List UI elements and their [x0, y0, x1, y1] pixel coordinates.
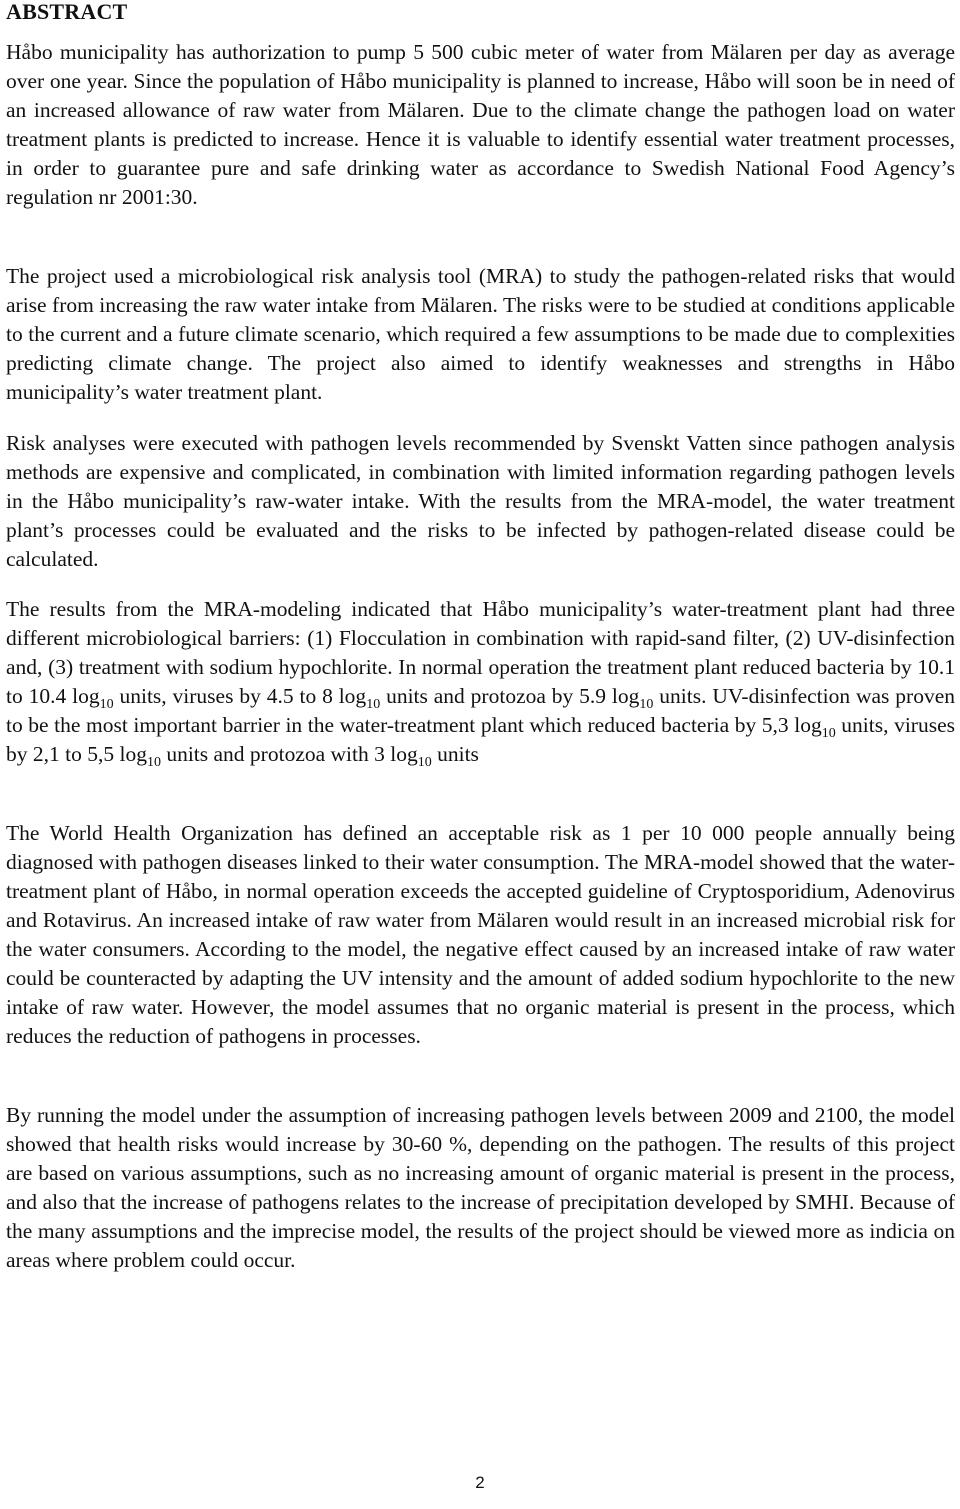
mra-results-text: units, viruses by 4.5 to 8 log: [113, 684, 367, 708]
paragraph-mra-results: [6, 595, 955, 769]
paragraph-risk-analyses: Risk analyses were executed with pathogen levels recommended by Svenskt Vatten since pathogen analysis methods are expensive and complicated, in combination with limited information regarding pathogen levels in the Håbo municipality’s raw-water intake. With the results from the MRA-model, the water treatment plant’s processes could be evaluated and the risks to be infected by pathogen-related disease could be calculated.: [6, 431, 955, 571]
paragraph-authorization: Håbo municipality has authorization to pump 5 500 cubic meter of water from Mälaren per day as average over one year. Since the population of Håbo municipality is planned to increase, Håbo will soon be in need of an increased allowance of raw water from Mälaren. Due to the climate change the pathogen load on water treatment plants is predicted to increase. Hence it is valuable to identify essential water treatment processes, in order to guarantee pure and safe drinking water as accordance to Swedish National Food Agency’s regulation nr 2001:30.: [6, 40, 955, 209]
mra-results-text: units. UV-disinfection was proven to be the most important barrier in the water-treatment plant which reduced bacteria by 5,3 log: [6, 684, 956, 737]
log-subscript: 10: [821, 726, 836, 741]
mra-results-text: units, viruses by 2,1 to 5,5 log: [6, 713, 955, 766]
mra-results-text: units: [431, 742, 479, 766]
log-subscript: 10: [99, 697, 114, 712]
abstract-heading: ABSTRACT: [6, 0, 128, 24]
log-subscript: 10: [417, 755, 432, 770]
log-subscript: 10: [639, 697, 654, 712]
mra-results-text: units and protozoa with 3 log: [160, 742, 418, 766]
page-number: 2: [475, 1473, 485, 1492]
log-subscript: 10: [146, 755, 161, 770]
paragraph-climate-model: By running the model under the assumption of increasing pathogen levels between 2009 and 2100, the model showed that health risks would increase by 30-60 %, depending on the pathogen. The results of this project are based on various assumptions, such as no increasing amount of organic material is present in the process, and also that the increase of pathogens relates to the increase of precipitation developed by SMHI. Because of the many assumptions and the imprecise model, the results of the project should be viewed more as indicia on areas where problem could occur.: [6, 1103, 955, 1272]
paragraph-project-method: The project used a microbiological risk analysis tool (MRA) to study the pathogen-related risks that would arise from increasing the raw water intake from Mälaren. The risks were to be studied at conditions applicable to the current and a future climate scenario, which required a few assumptions to be made due to complexities predicting climate change. The project also aimed to identify weaknesses and strengths in Håbo municipality’s water treatment plant.: [6, 264, 955, 404]
paragraph-who-risk: The World Health Organization has defined an acceptable risk as 1 per 10 000 people annually being diagnosed with pathogen diseases linked to their water consumption. The MRA-model showed that the water-treatment plant of Håbo, in normal operation exceeds the accepted guideline of Cryptosporidium, Adenovirus and Rotavirus. An increased intake of raw water from Mälaren would result in an increased microbial risk for the water consumers. According to the model, the negative effect caused by an increased intake of raw water could be counteracted by adapting the UV intensity and the amount of added sodium hypochlorite to the new intake of raw water. However, the model assumes that no organic material is present in the process, which reduces the reduction of pathogens in processes.: [6, 821, 955, 1048]
log-subscript: 10: [366, 697, 381, 712]
mra-results-text: The results from the MRA-modeling indicated that Håbo municipality’s water-treatment plant had three different microbiological barriers: (1) Flocculation in combination with rapid-sand filter, (2) UV-disinfection and, (3) treatment with sodium hypochlorite. In normal operation the treatment plant reduced bacteria by 10.1 to 10.4 log: [6, 597, 955, 708]
mra-results-text: units and protozoa by 5.9 log: [380, 684, 640, 708]
